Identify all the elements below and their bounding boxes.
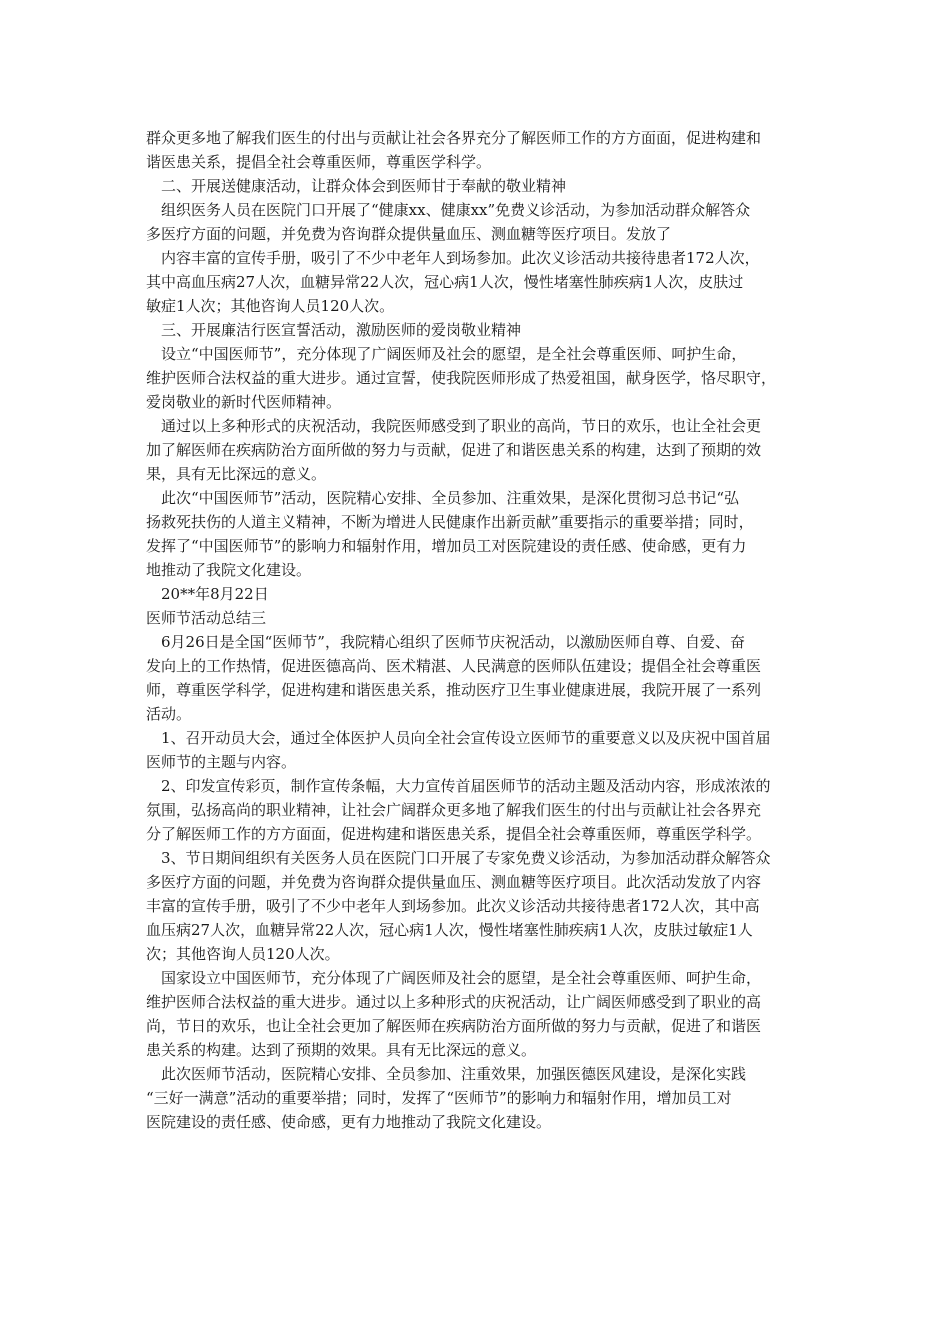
text-line: 20**年8月22日	[161, 585, 269, 603]
text-line: 分了解医师工作的方方面面，促进构建和谐医患关系，提倡全社会尊重医师，尊重医学科学。	[146, 825, 762, 843]
text-line: 丰富的宣传手册，吸引了不少中老年人到场参加。此次义诊活动共接待患者172人次，其中高	[146, 897, 760, 915]
text-line: 活动。	[146, 705, 192, 723]
text-line: 三、开展廉洁行医宣誓活动，激励医师的爱岗敬业精神	[161, 321, 522, 339]
text-line: 多医疗方面的问题，并免费为咨询群众提供量血压、测血糖等医疗项目。发放了	[146, 225, 672, 243]
text-line: “三好一满意”活动的重要举措；同时，发挥了“医师节”的影响力和辐射作用，增加员工对	[146, 1089, 732, 1107]
text-line: 医院建设的责任感、使命感，更有力地推动了我院文化建设。	[146, 1113, 552, 1131]
text-line: 患关系的构建。达到了预期的效果。具有无比深远的意义。	[146, 1041, 537, 1059]
text-line: 1、召开动员大会，通过全体医护人员向全社会宣传设立医师节的重要意义以及庆祝中国首届	[161, 729, 771, 747]
text-line: 设立“中国医师节”，充分体现了广阔医师及社会的愿望，是全社会尊重医师、呵护生命，	[161, 345, 747, 363]
text-line: 3、节日期间组织有关医务人员在医院门口开展了专家免费义诊活动，为参加活动群众解答众	[161, 849, 771, 867]
text-line: 发挥了“中国医师节”的影响力和辐射作用，增加员工对医院建设的责任感、使命感，更有力	[146, 537, 747, 555]
text-line: 果，具有无比深远的意义。	[146, 465, 327, 483]
text-line: 维护医师合法权益的重大进步。通过宣誓，使我院医师形成了热爱祖国，献身医学，恪尽职守，	[146, 369, 777, 387]
text-line: 其中高血压病27人次，血糖异常22人次，冠心病1人次，慢性堵塞性肺疾病1人次，皮肤过	[146, 273, 744, 291]
text-line: 此次“中国医师节”活动，医院精心安排、全员参加、注重效果，是深化贯彻习总书记“弘	[161, 489, 740, 507]
text-line: 扬救死扶伤的人道主义精神，不断为增进人民健康作出新贡献”重要指示的重要举措；同时，	[146, 513, 754, 531]
text-line: 国家设立中国医师节，充分体现了广阔医师及社会的愿望，是全社会尊重医师、呵护生命，	[161, 969, 762, 987]
text-line: 发向上的工作热情，促进医德高尚、医术精湛、人民满意的医师队伍建设；提倡全社会尊重医	[146, 657, 762, 675]
text-line: 谐医患关系，提倡全社会尊重医师，尊重医学科学。	[146, 153, 492, 171]
text-line: 此次医师节活动，医院精心安排、全员参加、注重效果，加强医德医风建设，是深化实践	[161, 1065, 747, 1083]
text-line: 爱岗敬业的新时代医师精神。	[146, 393, 342, 411]
text-line: 敏症1人次；其他咨询人员120人次。	[146, 297, 395, 315]
text-line: 次；其他咨询人员120人次。	[146, 945, 340, 963]
text-line: 通过以上多种形式的庆祝活动，我院医师感受到了职业的高尚，节日的欢乐，也让全社会更	[161, 417, 762, 435]
text-line: 维护医师合法权益的重大进步。通过以上多种形式的庆祝活动，让广阔医师感受到了职业的高	[146, 993, 762, 1011]
text-line: 组织医务人员在医院门口开展了“健康xx、健康xx”免费义诊活动，为参加活动群众解答众	[161, 201, 751, 219]
text-line: 加了解医师在疾病防治方面所做的努力与贡献，促进了和谐医患关系的构建，达到了预期的效	[146, 441, 762, 459]
text-line: 尚，节日的欢乐，也让全社会更加了解医师在疾病防治方面所做的努力与贡献，促进了和谐医	[146, 1017, 762, 1035]
text-line: 6月26日是全国“医师节”，我院精心组织了医师节庆祝活动，以激励医师自尊、自爱、奋	[161, 633, 745, 651]
text-line: 血压病27人次，血糖异常22人次，冠心病1人次，慢性堵塞性肺疾病1人次，皮肤过敏症1人	[146, 921, 753, 939]
document-body	[146, 126, 808, 1134]
text-line: 氛围，弘扬高尚的职业精神，让社会广阔群众更多地了解我们医生的付出与贡献让社会各界充	[146, 801, 762, 819]
text-line: 医师节活动总结三	[146, 609, 267, 627]
text-line: 群众更多地了解我们医生的付出与贡献让社会各界充分了解医师工作的方方面面，促进构建和	[146, 129, 762, 147]
text-line: 2、印发宣传彩页，制作宣传条幅，大力宣传首届医师节的活动主题及活动内容，形成浓浓的	[161, 777, 771, 795]
text-line: 内容丰富的宣传手册，吸引了不少中老年人到场参加。此次义诊活动共接待患者172人次，	[161, 249, 760, 267]
text-line: 师，尊重医学科学，促进构建和谐医患关系，推动医疗卫生事业健康进展，我院开展了一系列	[146, 681, 762, 699]
text-line: 多医疗方面的问题，并免费为咨询群众提供量血压、测血糖等医疗项目。此次活动发放了内容	[146, 873, 762, 891]
text-line: 二、开展送健康活动，让群众体会到医师甘于奉献的敬业精神	[161, 177, 567, 195]
text-line: 地推动了我院文化建设。	[146, 561, 312, 579]
text-line: 医师节的主题与内容。	[146, 753, 297, 771]
